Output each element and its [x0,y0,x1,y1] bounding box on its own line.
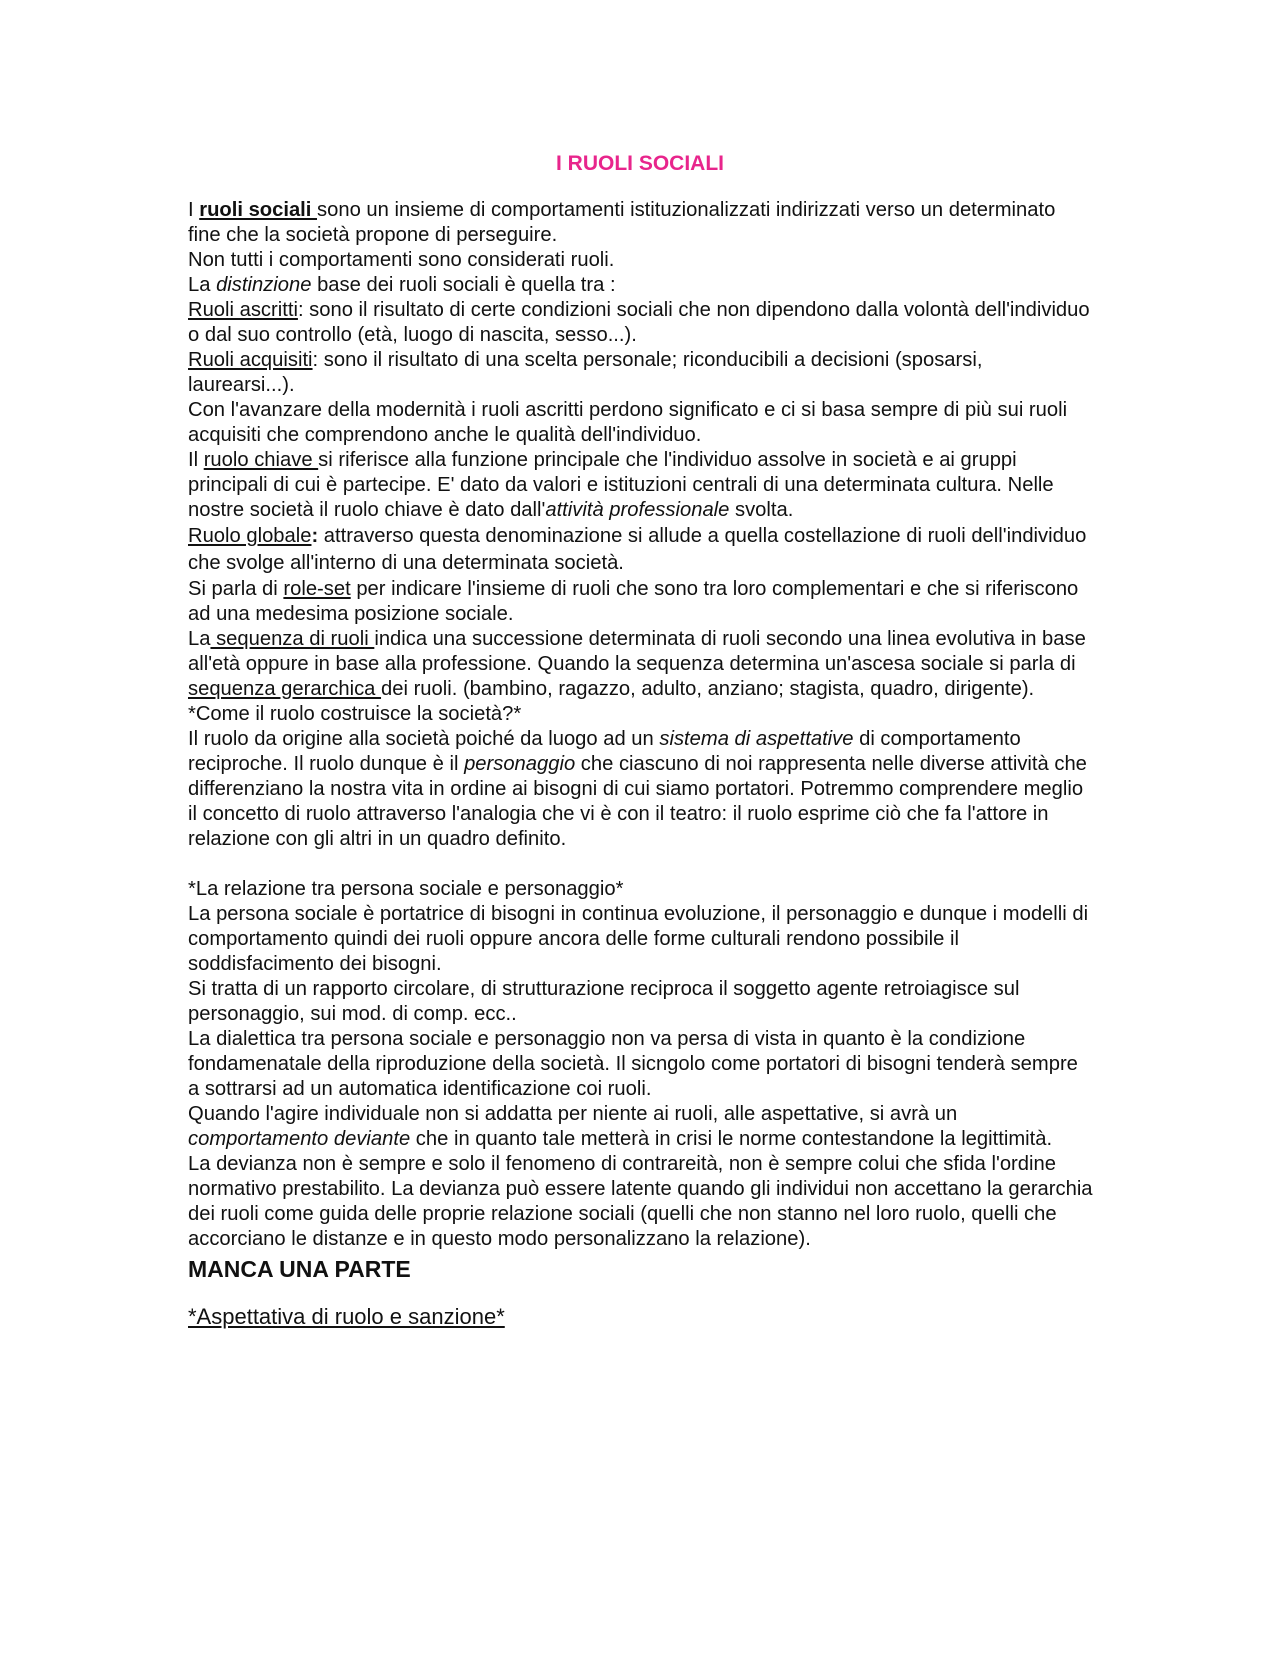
paragraph [188,348,1093,398]
text-span: Si parla di [188,578,284,600]
document-body [188,198,1093,1332]
paragraph [188,1102,1093,1152]
paragraph: La devianza non è sempre e solo il fenomeno di contrareità, non è sempre colui che sfida l'ordine normativo prestabilito. La devianza può essere latente quando gli individui non accettano la gerarchia dei ruoli come guida delle proprie relazione sociali (quelli che non stanno nel loro ruolo, quelli che accorciano le distanze e in questo modo personalizzano la relazione). [188,1153,1093,1250]
term-comportamento-deviante: comportamento deviante [188,1128,411,1150]
section-question: *La relazione tra persona sociale e personaggio* [188,878,624,900]
paragraph [188,577,1093,627]
text-span: svolta. [729,499,794,521]
term-ruolo-chiave: ruolo chiave [203,449,319,471]
term-attivita-professionale: attività professionale [545,499,730,521]
text-span: Quando l'agire individuale non si addatta per niente ai ruoli, alle aspettative, si avrà un [188,1103,958,1125]
paragraph: La dialettica tra persona sociale e personaggio non va persa di vista in quanto è la condizione fondamenatale della riproduzione della società. Il sicngolo come portatori di bisogni tenderà sempre a sottrarsi ad un automatica identificazione coi ruoli. [188,1028,1078,1100]
term-sequenza-di-ruoli: sequenza di ruoli [210,628,375,650]
term-role-set: role-set [283,578,351,600]
section-question: *Come il ruolo costruisce la società?* [188,703,522,725]
text-span: per indicare l'insieme di ruoli che sono tra loro complementari e che si riferiscono ad una medesima posizione sociale. [188,578,1079,625]
paragraph [188,298,1093,348]
section-subheading: *Aspettativa di ruolo e sanzione* [188,1304,505,1329]
term-personaggio: personaggio [464,753,576,775]
text-span: attraverso questa denominazione si allude a quella costellazione di ruoli dell'individuo che svolge all'interno di una determinata società. [188,525,1087,574]
text-span: I [188,199,200,221]
paragraph [188,273,1093,298]
term-ruoli-sociali: ruoli sociali [199,199,318,221]
text-span: : sono il risultato di una scelta personale; riconducibili a decisioni (sposarsi, laurearsi...). [188,349,983,396]
paragraph: Non tutti i comportamenti sono considerati ruoli. [188,249,615,271]
paragraph-definition [188,198,1093,248]
term-sequenza-gerarchica: sequenza gerarchica [188,678,382,700]
paragraph [188,627,1093,702]
text-span: La [188,628,211,650]
section-heading: MANCA UNA PARTE [188,1256,411,1282]
text-span: che ciascuno di noi rappresenta nelle diverse attività che differenziano la nostra vita in ordine ai bisogni di cui siamo portatori. Potremmo comprendere meglio il concetto di ruolo attraverso l'analogia che vi è con il teatro: il ruolo esprime ciò che fa l'attore in relazione con gli altri in un quadro definito. [188,753,1087,850]
term-ruoli-acquisiti: Ruoli acquisiti [188,349,313,371]
text-span: dei ruoli. (bambino, ragazzo, adulto, anziano; stagista, quadro, dirigente). [381,678,1035,700]
term-ruoli-ascritti: Ruoli ascritti [188,299,298,321]
paragraph [188,523,1093,577]
term-distinzione: distinzione [216,274,312,296]
text-span: indica una successione determinata di ruoli secondo una linea evolutiva in base all'età oppure in base alla professione. Quando la sequenza determina un'ascesa sociale si parla di [188,628,1086,675]
text-span: che in quanto tale metterà in crisi le norme contestandone la legittimità. [410,1128,1053,1150]
text-span: sono un insieme di comportamenti istituzionalizzati indirizzati verso un determinato fine che la società propone di perseguire. [188,199,1056,246]
text-span: si riferisce alla funzione principale che l'individuo assolve in società e ai gruppi principali di cui è partecipe. E' dato da valori e istituzioni centrali di una determinata cultura. Nelle nostre società il ruolo chiave è dato dall' [188,449,1054,521]
text-span: Il ruolo da origine alla società poiché da luogo ad un [188,728,660,750]
term-sistema-di-aspettative: sistema di aspettative [659,728,854,750]
paragraph: Si tratta di un rapporto circolare, di strutturazione reciproca il soggetto agente retroiagisce sul personaggio, sui mod. di comp. ecc.. [188,978,1020,1025]
blank-line [188,1284,1093,1302]
page-title: I RUOLI SOCIALI [556,152,724,175]
text-span: : [311,525,319,547]
text-span: La [188,274,217,296]
text-span: di comportamento reciproche. Il ruolo dunque è il [188,728,1021,775]
term-ruolo-globale: Ruolo globale [188,525,312,547]
paragraph: Con l'avanzare della modernità i ruoli ascritti perdono significato e ci si basa sempre di più sui ruoli acquisiti che comprendono anche le qualità dell'individuo. [188,399,1068,446]
text-span: : sono il risultato di certe condizioni sociali che non dipendono dalla volontà dell'individuo o dal suo controllo (età, luogo di nascita, sesso...). [188,299,1090,346]
blank-line [188,852,1093,877]
paragraph [188,448,1093,523]
text-span: Il [188,449,204,471]
text-span: base dei ruoli sociali è quella tra : [311,274,616,296]
paragraph: La persona sociale è portatrice di bisogni in continua evoluzione, il personaggio e dunque i modelli di comportamento quindi dei ruoli oppure ancora delle forme culturali rendono possibile il soddisfacimento dei bisogni. [188,903,1089,975]
paragraph [188,727,1093,852]
